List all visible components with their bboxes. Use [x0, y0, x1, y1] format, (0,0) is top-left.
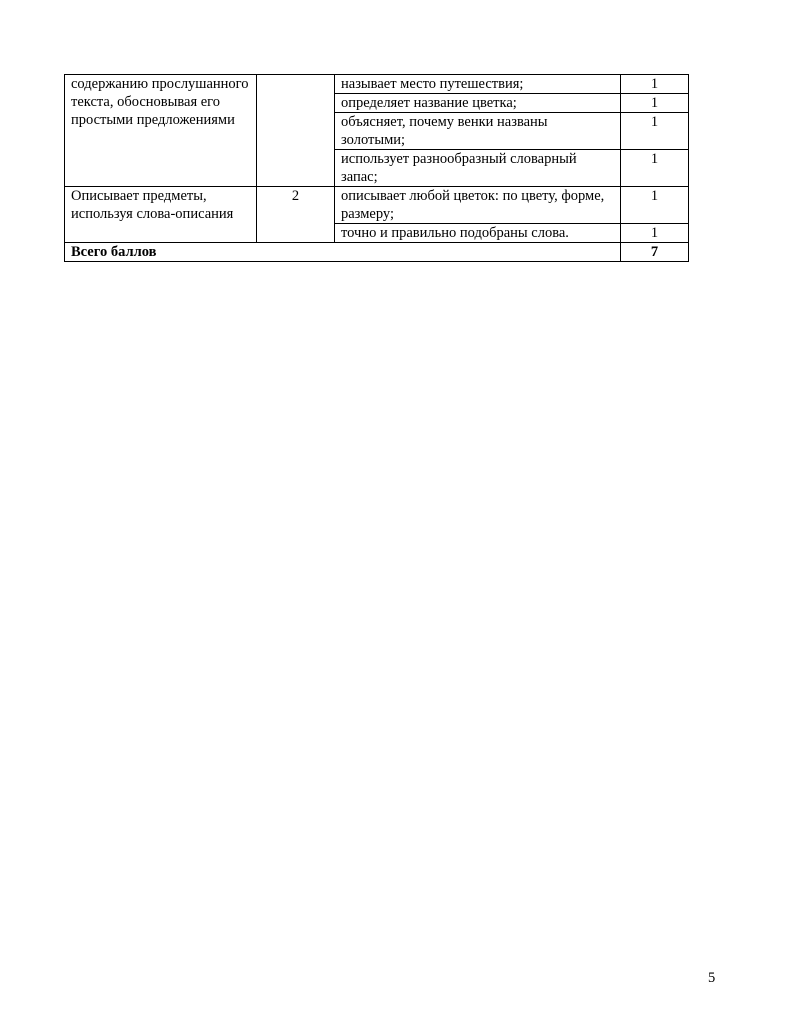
- descriptor-cell: использует разнообразный словарный запас;: [335, 150, 621, 187]
- total-value: 7: [621, 243, 689, 262]
- score-cell: 1: [621, 75, 689, 94]
- criterion-points-cell: 2: [257, 187, 335, 243]
- criterion-points-cell: [257, 75, 335, 187]
- table-row: [65, 75, 689, 94]
- criterion-cell: Описывает предметы, используя слова-описания: [65, 187, 257, 243]
- score-cell: 1: [621, 150, 689, 187]
- score-cell: 1: [621, 224, 689, 243]
- descriptor-cell: называет место путешествия;: [335, 75, 621, 94]
- page-number: 5: [708, 970, 716, 986]
- total-row: [65, 243, 689, 262]
- total-label: Всего баллов: [65, 243, 621, 262]
- score-cell: 1: [621, 187, 689, 224]
- descriptor-cell: описывает любой цветок: по цвету, форме, размеру;: [335, 187, 621, 224]
- descriptor-cell: объясняет, почему венки названы золотыми;: [335, 113, 621, 150]
- score-cell: 1: [621, 94, 689, 113]
- table-row: [65, 187, 689, 224]
- descriptor-cell: точно и правильно подобраны слова.: [335, 224, 621, 243]
- descriptor-cell: определяет название цветка;: [335, 94, 621, 113]
- criterion-cell: содержанию прослушанного текста, обосновывая его простыми предложениями: [65, 75, 257, 187]
- assessment-rubric-table: [64, 74, 689, 262]
- score-cell: 1: [621, 113, 689, 150]
